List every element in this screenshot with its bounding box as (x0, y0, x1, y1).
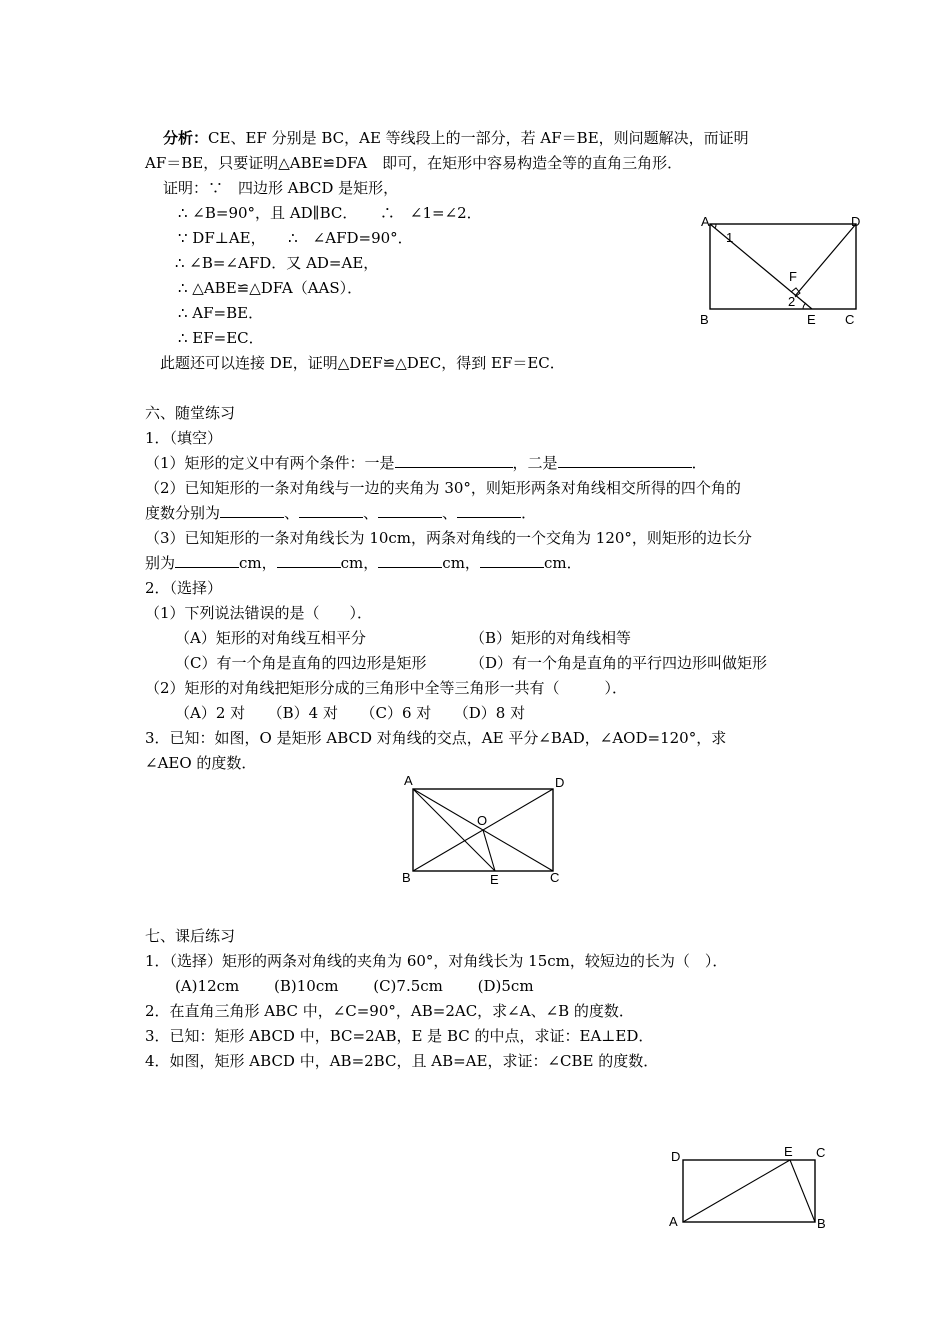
s6-q2-part2: （2）矩形的对角线把矩形分成的三角形中全等三角形一共有（ ）． (145, 679, 628, 697)
s6-q1-part3-cont: 别为 cm， cm， cm， cm． (145, 554, 582, 572)
fig1-label-angle2: 2 (788, 294, 796, 309)
fig1-label-angle1: 1 (726, 230, 734, 245)
answer-blank[interactable] (175, 553, 239, 568)
s6-q2-head: 2．（选择） (145, 579, 223, 597)
proof-note: 此题还可以连接 DE，证明△DEF≌△DEC，得到 EF＝EC． (160, 354, 565, 372)
proof-step-2: ∵ DF⊥AE， ∴ ∠AFD=90°． (178, 229, 413, 247)
fig3-label-d: D (671, 1149, 681, 1164)
s6-q2-option-c: （C）有一个角是直角的四边形是矩形 (175, 654, 427, 672)
analysis-label: 分析： (163, 129, 209, 147)
section7-title: 七、课后练习 (145, 927, 236, 945)
fig1-label-b: B (700, 312, 709, 327)
fig2-label-e: E (490, 872, 499, 887)
fig1-label-d: D (851, 214, 861, 229)
s7-q1: 1．（选择）矩形的两条对角线的夹角为 60°，对角线长为 15cm，较短边的长为（ ）． (145, 952, 728, 970)
fig3-label-c: C (816, 1145, 826, 1160)
s6-q3-line1: 3．已知：如图，O 是矩形 ABCD 对角线的交点，AE 平分∠BAD，∠AOD=120°，求 (145, 729, 727, 747)
answer-blank[interactable] (558, 453, 692, 468)
s7-q1-options: (A)12cm (B)10cm (C)7.5cm (D)5cm (175, 977, 534, 995)
proof-intro: 证明：∵ 四边形 ABCD 是矩形， (163, 179, 399, 197)
proof-step-1: ∴ ∠B=90°，且 AD∥BC． ∴ ∠1=∠2． (178, 204, 482, 222)
fig1-label-f: F (789, 269, 797, 284)
s7-q4: 4．如图，矩形 ABCD 中，AB=2BC，且 AB=AE，求证：∠CBE 的度数． (145, 1052, 659, 1070)
analysis-line-1: 分析：CE、EF 分别是 BC，AE 等线段上的一部分，若 AF＝BE，则问题解决，而证明 (163, 129, 749, 147)
fig2-label-d: D (555, 775, 565, 790)
s6-q1-part3: （3）已知矩形的一条对角线长为 10cm，两条对角线的一个交角为 120°，则矩形的边长分 (145, 529, 752, 547)
s6-q1-head: 1．（填空） (145, 429, 223, 447)
proof-step-3: ∴ ∠B=∠AFD．又 AD=AE， (175, 254, 379, 272)
answer-blank[interactable] (220, 503, 284, 518)
answer-blank[interactable] (299, 503, 363, 518)
fig2-label-b: B (402, 870, 411, 885)
analysis-line-2: AF＝BE，只要证明△ABE≌DFA 即可，在矩形中容易构造全等的直角三角形． (145, 154, 683, 172)
section6-title: 六、随堂练习 (145, 404, 236, 422)
s6-q2-part1: （1）下列说法错误的是（ ）． (145, 604, 373, 622)
proof-step-4: ∴ △ABE≌△DFA（AAS）． (178, 279, 363, 297)
fig2-label-a: A (404, 773, 413, 788)
s6-q1-part1: （1）矩形的定义中有两个条件：一是 ，二是 ． (145, 454, 707, 472)
s7-q3: 3．已知：矩形 ABCD 中，BC=2AB，E 是 BC 的中点，求证：EA⊥ED． (145, 1027, 654, 1045)
proof-step-5: ∴ AF=BE． (178, 304, 264, 322)
figure-rectangle-abcd-1 (690, 210, 870, 335)
answer-blank[interactable] (457, 503, 521, 518)
s6-q3-line2: ∠AEO 的度数． (145, 754, 257, 772)
s6-q2-option-a: （A）矩形的对角线互相平分 (175, 629, 366, 647)
answer-blank[interactable] (395, 453, 513, 468)
fig3-label-a: A (669, 1214, 678, 1229)
s6-q2-part2-options: （A）2 对 （B）4 对 （C）6 对 （D）8 对 (175, 704, 526, 722)
fig1-label-e: E (807, 312, 816, 327)
answer-blank[interactable] (480, 553, 544, 568)
answer-blank[interactable] (378, 503, 442, 518)
proof-step-6: ∴ EF=EC． (178, 329, 264, 347)
answer-blank[interactable] (378, 553, 442, 568)
s6-q1-part2: （2）已知矩形的一条对角线与一边的夹角为 30°，则矩形两条对角线相交所得的四个角的 (145, 479, 741, 497)
s7-q2: 2．在直角三角形 ABC 中，∠C=90°，AB=2AC，求∠A、∠B 的度数． (145, 1002, 634, 1020)
fig2-label-o: O (477, 813, 488, 828)
fig3-label-e: E (784, 1144, 793, 1159)
s6-q1-part2-cont: 度数分别为 、 、 、 ． (145, 504, 537, 522)
fig2-label-c: C (550, 870, 560, 885)
answer-blank[interactable] (277, 553, 341, 568)
figure-rectangle-abcd-2 (398, 770, 573, 890)
fig3-label-b: B (817, 1216, 826, 1231)
figure-rectangle-abcd-3 (665, 1140, 835, 1235)
s6-q2-option-d: （D）有一个角是直角的平行四边形叫做矩形 (470, 654, 768, 672)
s6-q2-option-b: （B）矩形的对角线相等 (470, 629, 632, 647)
fig1-label-c: C (845, 312, 855, 327)
fig1-label-a: A (701, 214, 710, 229)
